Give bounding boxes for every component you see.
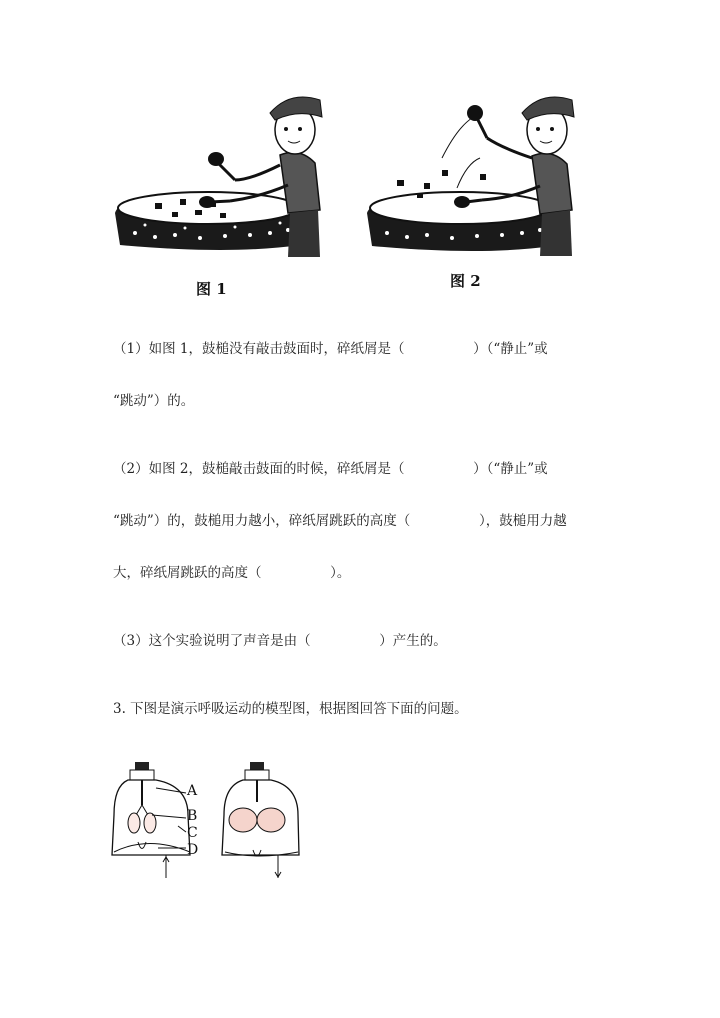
breathing-model-figure: [108, 760, 303, 885]
q1-line-1: （1）如图 1，鼓槌没有敲击鼓面时，碎纸屑是（ ）（“静止”或: [113, 341, 548, 357]
q2-line-2: “跳动”）的，鼓槌用力越小，碎纸屑跳跃的高度（ ），鼓槌用力越: [113, 513, 567, 529]
figure-2-caption: 图 2: [450, 272, 481, 290]
drum-figure-1: [110, 85, 330, 260]
drum-figure-2: [362, 88, 582, 258]
q2-line-3: 大，碎纸屑跳跃的高度（ ）。: [113, 565, 351, 581]
model-label-a: A: [187, 783, 198, 799]
q1-line-2: “跳动”）的。: [113, 393, 195, 409]
q3-line-1: （3）这个实验说明了声音是由（ ）产生的。: [113, 633, 447, 649]
figure-1-caption: 图 1: [196, 280, 227, 298]
model-label-d: D: [187, 842, 199, 858]
q2-line-1: （2）如图 2，鼓槌敲击鼓面的时候，碎纸屑是（ ）（“静止”或: [113, 461, 548, 477]
model-label-b: B: [187, 808, 198, 824]
model-label-c: C: [187, 825, 198, 841]
item-3-title: 3. 下图是演示呼吸运动的模型图，根据图回答下面的问题。: [113, 701, 468, 717]
